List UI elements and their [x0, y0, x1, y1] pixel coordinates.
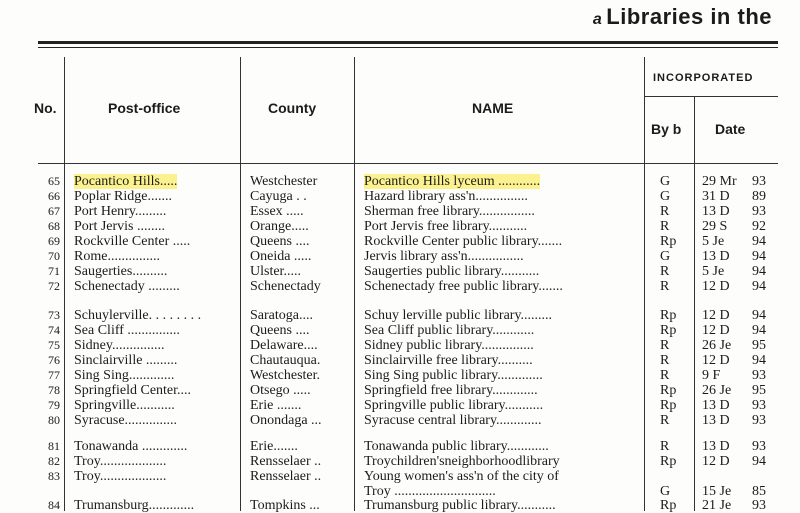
- library-name-cell: Sing Sing public library.............: [364, 368, 543, 383]
- col-divider-no: [64, 57, 65, 511]
- library-name-cell: Syracuse central library.............: [364, 413, 542, 428]
- row-number: 80: [48, 413, 60, 427]
- incorporated-year-cell: 94: [752, 279, 766, 294]
- col-divider-post-office: [240, 57, 241, 511]
- row-number: 84: [48, 498, 60, 512]
- incorporated-date-cell: 29 Mr: [702, 174, 737, 189]
- incorporated-by-cell: R: [660, 368, 670, 383]
- top-rule-thick: [38, 41, 778, 44]
- row-number: 79: [48, 398, 60, 412]
- library-name-cell: Hazard library ass'n...............: [364, 189, 528, 204]
- incorporated-year-cell: 93: [752, 174, 766, 189]
- incorporated-by-cell: R: [660, 338, 670, 353]
- post-office-cell: Springfield Center....: [74, 383, 192, 398]
- library-name-cell: Tonawanda public library............: [364, 439, 549, 454]
- library-name-cell: Springfield free library.............: [364, 383, 538, 398]
- county-cell: Westchester.: [250, 368, 321, 383]
- incorporated-by-cell: Rp: [660, 383, 677, 398]
- incorporated-date-cell: 5 Je: [702, 234, 725, 249]
- row-number: 67: [48, 204, 60, 218]
- county-cell: Westchester: [250, 174, 318, 189]
- county-cell: Essex .....: [250, 204, 304, 219]
- county-cell: Oneida .....: [250, 249, 312, 264]
- row-number: 68: [48, 219, 60, 233]
- post-office-cell: Port Jervis ........: [74, 219, 165, 234]
- incorporated-year-cell: 94: [752, 308, 766, 323]
- post-office-cell: Trumansburg.............: [74, 498, 195, 513]
- col-divider-name: [644, 57, 645, 511]
- post-office-cell: Poplar Ridge.......: [74, 189, 172, 204]
- incorporated-year-cell: 89: [752, 189, 766, 204]
- incorporated-date-cell: 13 D: [702, 204, 730, 219]
- county-cell: Queens ....: [250, 323, 310, 338]
- library-name-cell: Troy .............................: [364, 484, 496, 499]
- row-number: 72: [48, 279, 60, 293]
- incorporated-by-cell: R: [660, 413, 670, 428]
- county-cell: Erie.......: [250, 439, 298, 454]
- header-bottom-rule: [38, 163, 778, 164]
- incorporated-date-cell: 26 Je: [702, 383, 732, 398]
- row-number: 82: [48, 454, 60, 468]
- incorporated-by-cell: R: [660, 353, 670, 368]
- incorporated-by-cell: R: [660, 279, 670, 294]
- post-office-cell: Syracuse...............: [74, 413, 178, 428]
- incorporated-year-cell: 94: [752, 249, 766, 264]
- post-office-cell: Rome...............: [74, 249, 160, 264]
- county-cell: Queens ....: [250, 234, 310, 249]
- incorporated-by-cell: G: [660, 484, 671, 499]
- incorporated-year-cell: 94: [752, 454, 766, 469]
- header-post-office: Post-office: [108, 100, 181, 116]
- library-name-cell: Sea Cliff public library............: [364, 323, 535, 338]
- incorporated-year-cell: 95: [752, 338, 766, 353]
- incorporated-date-cell: 26 Je: [702, 338, 732, 353]
- header-county: County: [268, 100, 317, 116]
- library-name-cell: Saugerties public library...........: [364, 264, 540, 279]
- incorporated-date-cell: 5 Je: [702, 264, 725, 279]
- incorporated-by-cell: R: [660, 439, 670, 454]
- incorporated-by-cell: Rp: [660, 398, 677, 413]
- incorporated-date-cell: 12 D: [702, 279, 730, 294]
- col-divider-by: [694, 96, 695, 511]
- post-office-cell: Sing Sing.............: [74, 368, 175, 383]
- library-name-cell: Sidney public library...............: [364, 338, 534, 353]
- library-name-cell: Sherman free library................: [364, 204, 535, 219]
- incorporated-by-cell: Rp: [660, 323, 677, 338]
- post-office-cell: Sea Cliff ...............: [74, 323, 180, 338]
- header-date: Date: [715, 121, 746, 137]
- row-number: 69: [48, 234, 60, 248]
- incorporated-by-cell: G: [660, 189, 671, 204]
- incorporated-date-cell: 12 D: [702, 454, 730, 469]
- incorporated-date-cell: 12 D: [702, 323, 730, 338]
- page-title: [593, 4, 772, 30]
- post-office-cell: Tonawanda .............: [74, 439, 188, 454]
- incorporated-year-cell: 94: [752, 234, 766, 249]
- incorporated-date-cell: 13 D: [702, 413, 730, 428]
- library-name-cell: Pocantico Hills lyceum ............: [364, 174, 541, 189]
- post-office-cell: Springville...........: [74, 398, 175, 413]
- title-prefix: a: [592, 11, 603, 28]
- incorporated-by-cell: Rp: [660, 234, 677, 249]
- incorporated-year-cell: 94: [752, 323, 766, 338]
- row-number: 77: [48, 368, 60, 382]
- incorporated-year-cell: 94: [752, 353, 766, 368]
- county-cell: Schenectady: [250, 279, 321, 294]
- incorporated-by-cell: R: [660, 219, 670, 234]
- library-name-cell: Rockville Center public library.......: [364, 234, 563, 249]
- post-office-cell: Saugerties..........: [74, 264, 168, 279]
- library-name-cell: Jervis library ass'n................: [364, 249, 524, 264]
- post-office-cell: Schuylerville. . . . . . . .: [74, 308, 202, 323]
- incorporated-date-cell: 31 D: [702, 189, 730, 204]
- library-name-cell: Sinclairville free library..........: [364, 353, 533, 368]
- county-cell: Otsego .....: [250, 383, 311, 398]
- row-number: 71: [48, 264, 60, 278]
- col-divider-county: [354, 57, 355, 511]
- incorporated-year-cell: 95: [752, 383, 766, 398]
- post-office-cell: Sinclairville .........: [74, 353, 178, 368]
- row-number: 75: [48, 338, 60, 352]
- county-cell: Rensselaer ..: [250, 454, 322, 469]
- county-cell: Tompkins ...: [250, 498, 320, 513]
- incorporated-date-cell: 12 D: [702, 353, 730, 368]
- incorporated-by-cell: Rp: [660, 454, 677, 469]
- county-cell: Ulster.....: [250, 264, 301, 279]
- header-no: No.: [34, 100, 57, 116]
- incorporated-year-cell: 93: [752, 368, 766, 383]
- incorporated-year-cell: 85: [752, 484, 766, 499]
- post-office-cell: Troy...................: [74, 469, 167, 484]
- incorporated-by-cell: Rp: [660, 498, 677, 513]
- row-number: 70: [48, 249, 60, 263]
- incorporated-date-cell: 9 F: [702, 368, 721, 383]
- post-office-cell: Troy...................: [74, 454, 167, 469]
- incorporated-by-cell: G: [660, 174, 671, 189]
- post-office-cell: Port Henry.........: [74, 204, 167, 219]
- incorporated-year-cell: 94: [752, 264, 766, 279]
- incorporated-date-cell: 13 D: [702, 249, 730, 264]
- county-cell: Erie .......: [250, 398, 302, 413]
- top-rule-thin: [38, 47, 778, 48]
- row-number: 73: [48, 308, 60, 322]
- post-office-cell: Rockville Center .....: [74, 234, 191, 249]
- incorporated-by-cell: R: [660, 264, 670, 279]
- post-office-cell: Sidney...............: [74, 338, 165, 353]
- library-name-cell: Springville public library...........: [364, 398, 544, 413]
- incorporated-date-cell: 13 D: [702, 439, 730, 454]
- incorporated-year-cell: 93: [752, 413, 766, 428]
- library-name-cell: Schuy lerville public library.........: [364, 308, 553, 323]
- incorporated-year-cell: 93: [752, 498, 766, 513]
- row-number: 74: [48, 323, 60, 337]
- library-name-cell: Schenectady free public library.......: [364, 279, 563, 294]
- incorporated-year-cell: 92: [752, 219, 766, 234]
- incorporated-date-cell: 29 S: [702, 219, 728, 234]
- library-name-cell: Port Jervis free library...........: [364, 219, 528, 234]
- post-office-cell: Pocantico Hills.....: [74, 174, 178, 189]
- incorporated-by-cell: R: [660, 204, 670, 219]
- row-number: 76: [48, 353, 60, 367]
- library-name-cell: Troychildren'sneighborhoodlibrary: [364, 454, 560, 469]
- library-name-cell: Trumansburg public library...........: [364, 498, 556, 513]
- row-number: 66: [48, 189, 60, 203]
- header-incorporated: INCORPORATED: [653, 72, 754, 84]
- incorporated-date-cell: 13 D: [702, 398, 730, 413]
- incorporated-date-cell: 15 Je: [702, 484, 732, 499]
- header-by: By b: [651, 121, 682, 137]
- county-cell: Onondaga ...: [250, 413, 322, 428]
- row-number: 83: [48, 469, 60, 483]
- incorporated-year-cell: 93: [752, 204, 766, 219]
- row-number: 78: [48, 383, 60, 397]
- incorporated-rule: [644, 96, 778, 97]
- incorporated-by-cell: Rp: [660, 308, 677, 323]
- incorporated-date-cell: 12 D: [702, 308, 730, 323]
- county-cell: Chautauqua.: [250, 353, 321, 368]
- row-number: 65: [48, 174, 60, 188]
- incorporated-year-cell: 93: [752, 398, 766, 413]
- county-cell: Saratoga....: [250, 308, 313, 323]
- county-cell: Delaware....: [250, 338, 318, 353]
- county-cell: Orange.....: [250, 219, 309, 234]
- title-text: Libraries in the: [606, 4, 772, 29]
- post-office-cell: Schenectady .........: [74, 279, 180, 294]
- row-number: 81: [48, 439, 60, 453]
- incorporated-year-cell: 93: [752, 439, 766, 454]
- library-name-cell: Young women's ass'n of the city of: [364, 469, 559, 484]
- header-name: NAME: [472, 100, 514, 116]
- incorporated-date-cell: 21 Je: [702, 498, 732, 513]
- incorporated-by-cell: G: [660, 249, 671, 264]
- county-cell: Cayuga . .: [250, 189, 307, 204]
- county-cell: Rensselaer ..: [250, 469, 322, 484]
